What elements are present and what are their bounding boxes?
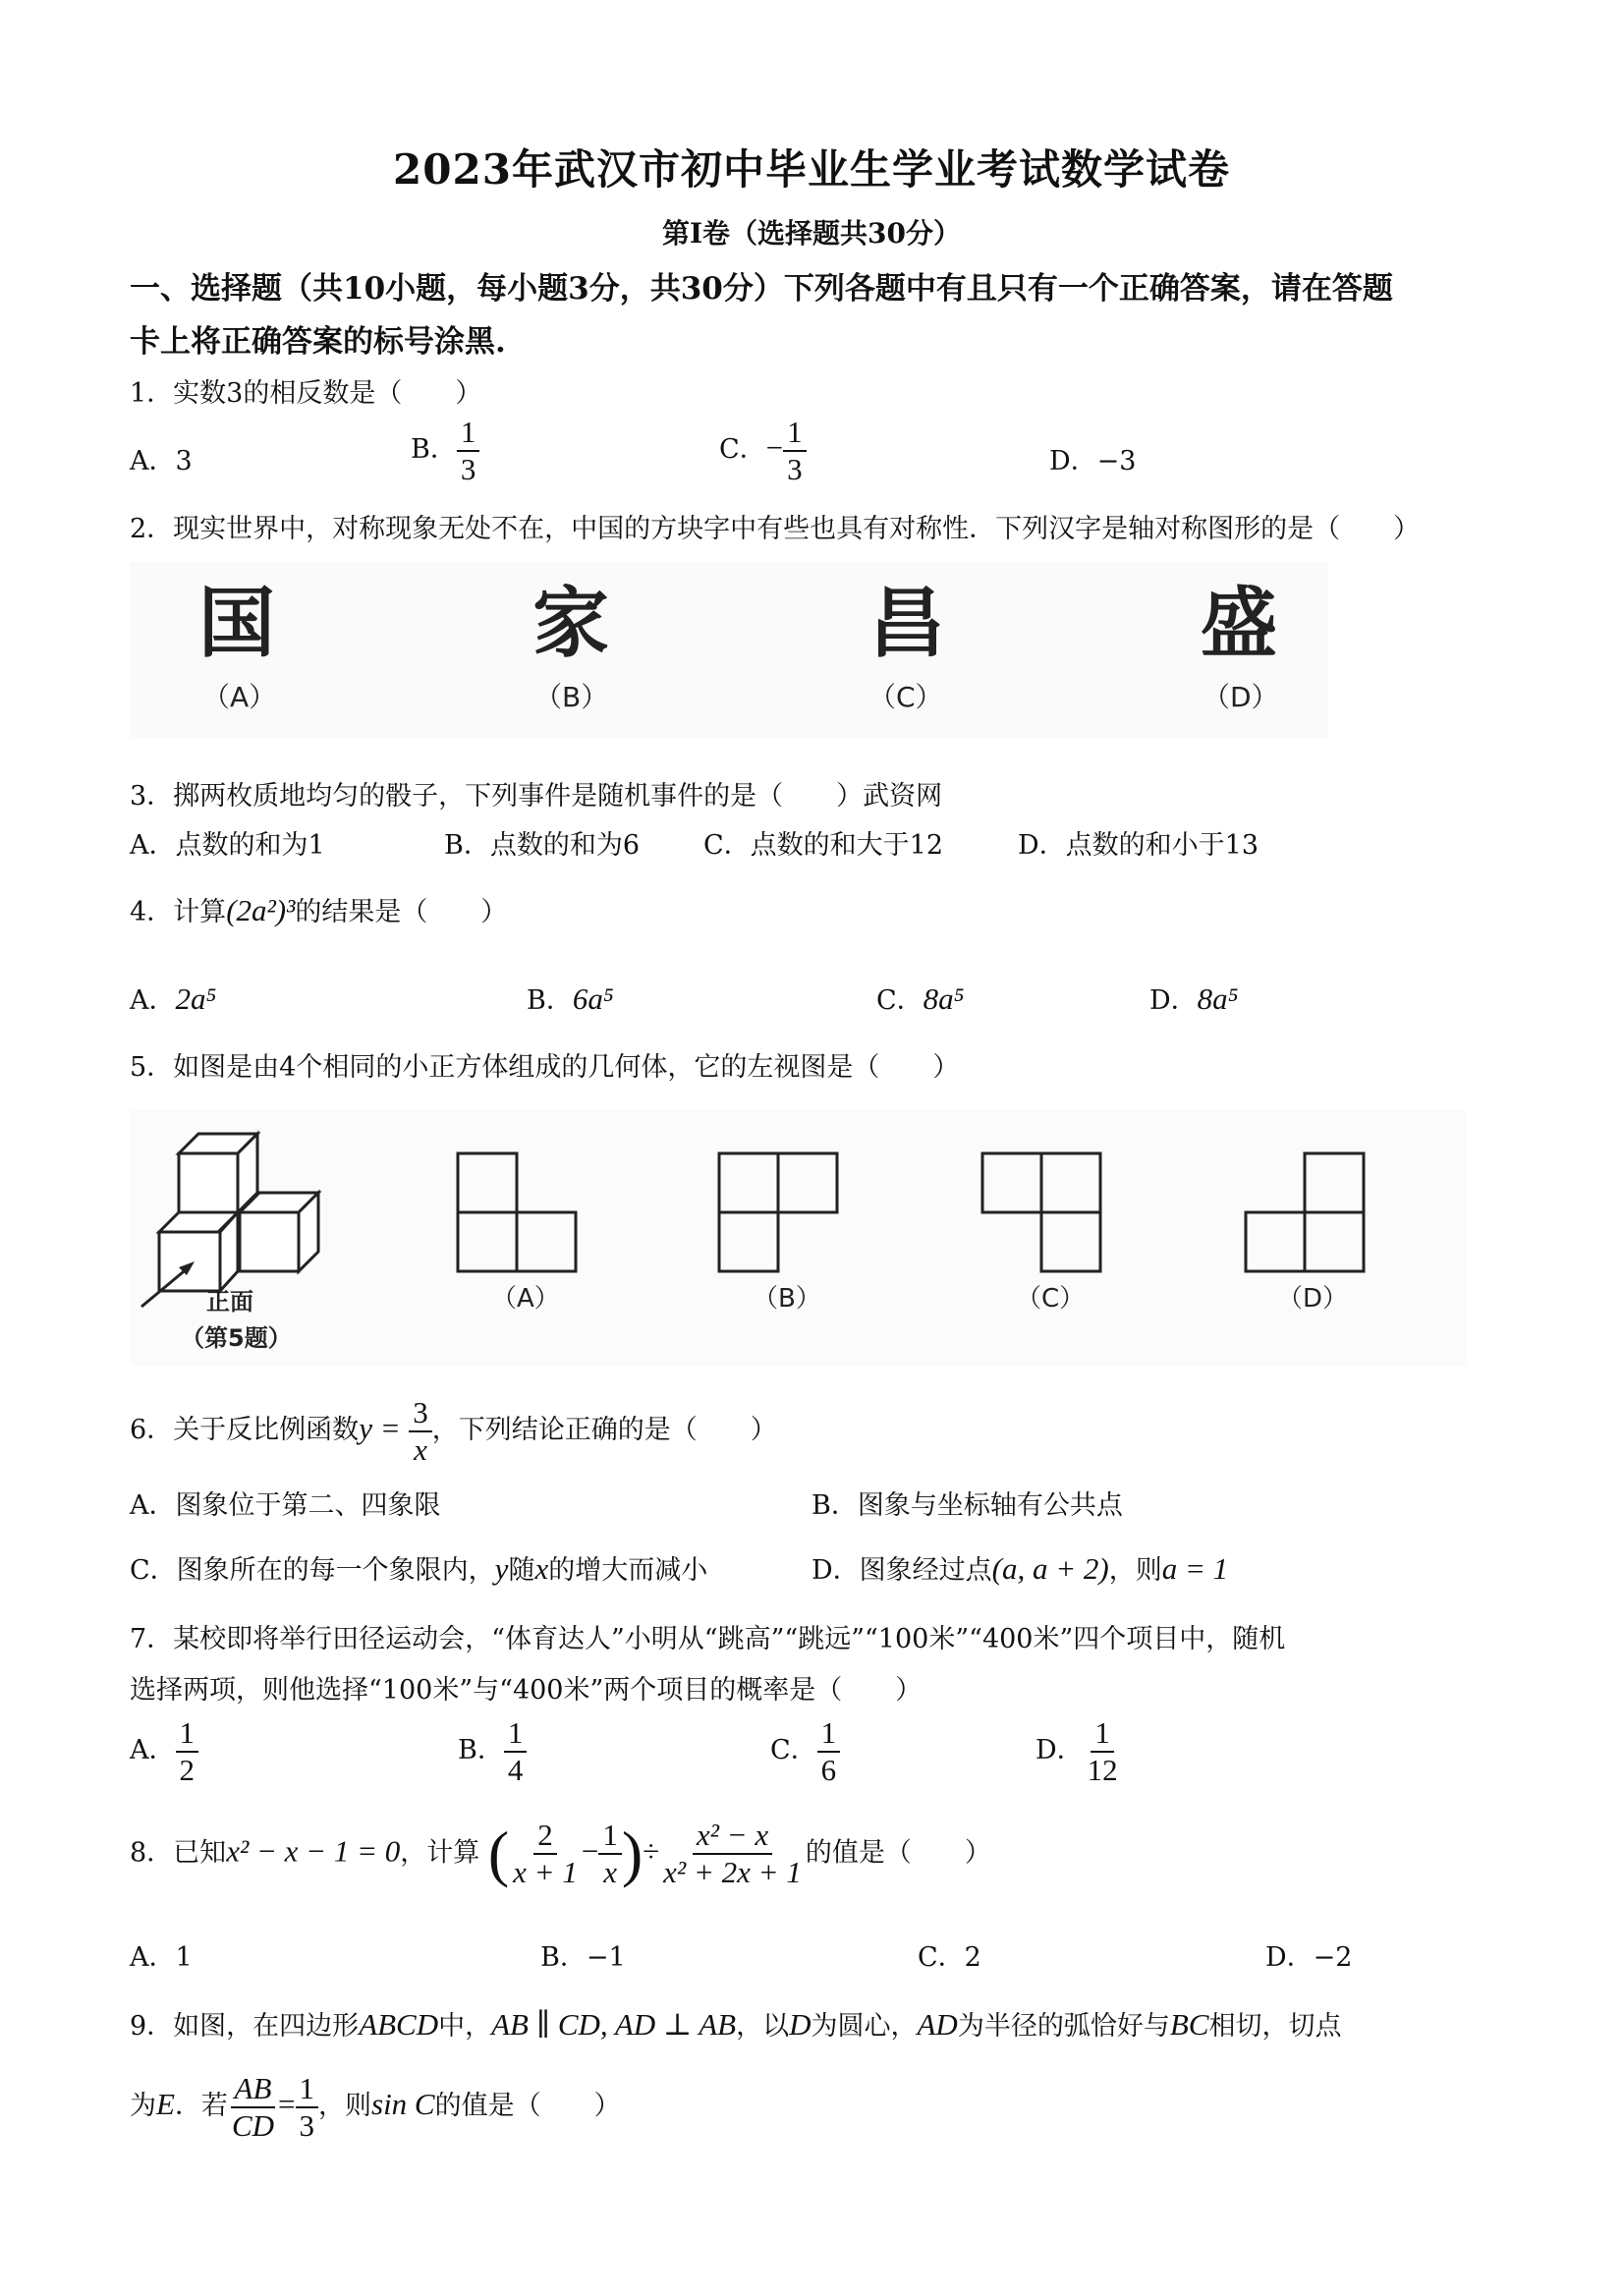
q5-label-c: （C） <box>1016 1284 1086 1314</box>
question-5-stem: 5．如图是由4个相同的小正方体组成的几何体，它的左视图是（ ） <box>130 1052 960 1083</box>
q8-option-a: A．1 <box>130 1942 193 1973</box>
question-9-line1: 9．如图，在四边形ABCD中，AB ∥ CD, AD ⊥ AB，以D为圆心，AD为半径的弧恰好与BC相切，切点 <box>130 2007 1342 2042</box>
q7-option-d: D． $\frac{1}{12}$ <box>1035 1715 1118 1787</box>
q8-option-d: D．−2 <box>1265 1942 1353 1973</box>
q2-label-d: （D） <box>1203 681 1279 713</box>
question-6-stem: 6．关于反比例函数y = $\frac{3}{x}$ ，下列结论正确的是（ ） <box>130 1395 777 1467</box>
q7-option-c: C． $\frac{1}{6}$ <box>770 1715 840 1787</box>
q4-option-a: A．2a⁵ <box>130 981 217 1016</box>
q4-expression: (2a²)³ <box>226 893 296 927</box>
q1-option-d: D．−3 <box>1049 446 1137 476</box>
question-3-stem: 3．掷两枚质地均匀的骰子，下列事件是随机事件的是（ ）武资网 <box>130 781 943 812</box>
q5-label-a: （A） <box>491 1284 560 1314</box>
page-title: 2023年武汉市初中毕业生学业考试数学试卷 <box>393 145 1230 194</box>
q3-option-b: B．点数的和为6 <box>444 830 641 861</box>
question-9-line2: 为E．若 $\frac{AB}{CD}$ = $\frac{1}{3}$ ，则sin C的值是（ ） <box>130 2071 621 2143</box>
q2-label-a: （A） <box>202 681 277 713</box>
q4-option-b: B．6a⁵ <box>527 981 614 1016</box>
q2-label-b: （B） <box>534 681 609 713</box>
q2-char-b: 家 <box>532 580 610 668</box>
q5-label-d: （D） <box>1277 1284 1349 1314</box>
q2-character-figure <box>130 562 1328 739</box>
q5-figure-label: （第5题） <box>181 1324 292 1352</box>
q2-label-c: （C） <box>868 681 943 713</box>
q1-option-b: B． $\frac{1}{3}$ <box>411 415 479 486</box>
q6-option-b: B．图象与坐标轴有公共点 <box>812 1490 1123 1521</box>
q4-option-c: C．8a⁵ <box>876 981 965 1016</box>
q8-option-c: C．2 <box>918 1942 981 1973</box>
q2-char-a: 国 <box>198 580 276 668</box>
q2-char-d: 盛 <box>1201 580 1278 668</box>
q2-char-c: 昌 <box>868 580 946 668</box>
q3-option-a: A．点数的和为1 <box>130 830 325 861</box>
q3-option-d: D．点数的和小于13 <box>1018 830 1259 861</box>
q3-option-c: C．点数的和大于12 <box>703 830 944 861</box>
q7-option-b: B． $\frac{1}{4}$ <box>458 1715 527 1787</box>
question-2-stem: 2．现实世界中，对称现象无处不在，中国的方块字中有些也具有对称性．下列汉字是轴对称图形的是（ ） <box>130 514 1421 544</box>
question-8-stem: 8．已知x² − x − 1 = 0，计算 ( $\frac{2}{x + 1}$ − $\frac{1}{x}$ )÷ $\frac{\text{x² − x}}{\text{x² + 2x + 1}}$ 的值是（ ） <box>130 1818 991 1889</box>
q8-condition: x² − x − 1 = 0 <box>226 1833 401 1869</box>
q6-option-c: C．图象所在的每一个象限内，y随x的增大而减小 <box>130 1551 708 1586</box>
question-4-stem: 4．计算(2a²)³的结果是（ ） <box>130 893 508 927</box>
q4-option-d: D．8a⁵ <box>1149 981 1239 1016</box>
q7-option-a: A． $\frac{1}{2}$ <box>130 1715 198 1787</box>
section-instructions-line2: 卡上将正确答案的标号涂黑. <box>130 324 506 360</box>
q1-option-a: A．3 <box>130 446 193 476</box>
question-1-stem: 1．实数3的相反数是（ ） <box>130 378 482 409</box>
section-instructions-line1: 一、选择题（共10小题，每小题3分，共30分）下列各题中有且只有一个正确答案，请在答题 <box>130 271 1393 307</box>
q5-figure <box>130 1110 1466 1366</box>
q1-option-c: C．− $\frac{1}{3}$ <box>719 415 807 486</box>
question-7-line2: 选择两项，则他选择“100米”与“400米”两个项目的概率是（ ） <box>130 1675 923 1706</box>
q6-option-d: D．图象经过点(a, a + 2)，则a = 1 <box>812 1551 1229 1586</box>
question-7-line1: 7．某校即将举行田径运动会，“体育达人”小明从“跳高”“跳远”“100米”“400米”四个项目中，随机 <box>130 1624 1286 1654</box>
part-title: 第Ⅰ卷（选择题共30分） <box>661 217 962 250</box>
q8-option-b: B．−1 <box>540 1942 626 1973</box>
q5-label-b: （B） <box>753 1284 821 1314</box>
q5-front-label: 正面 <box>206 1288 253 1316</box>
q6-option-a: A．图象位于第二、四象限 <box>130 1490 441 1521</box>
